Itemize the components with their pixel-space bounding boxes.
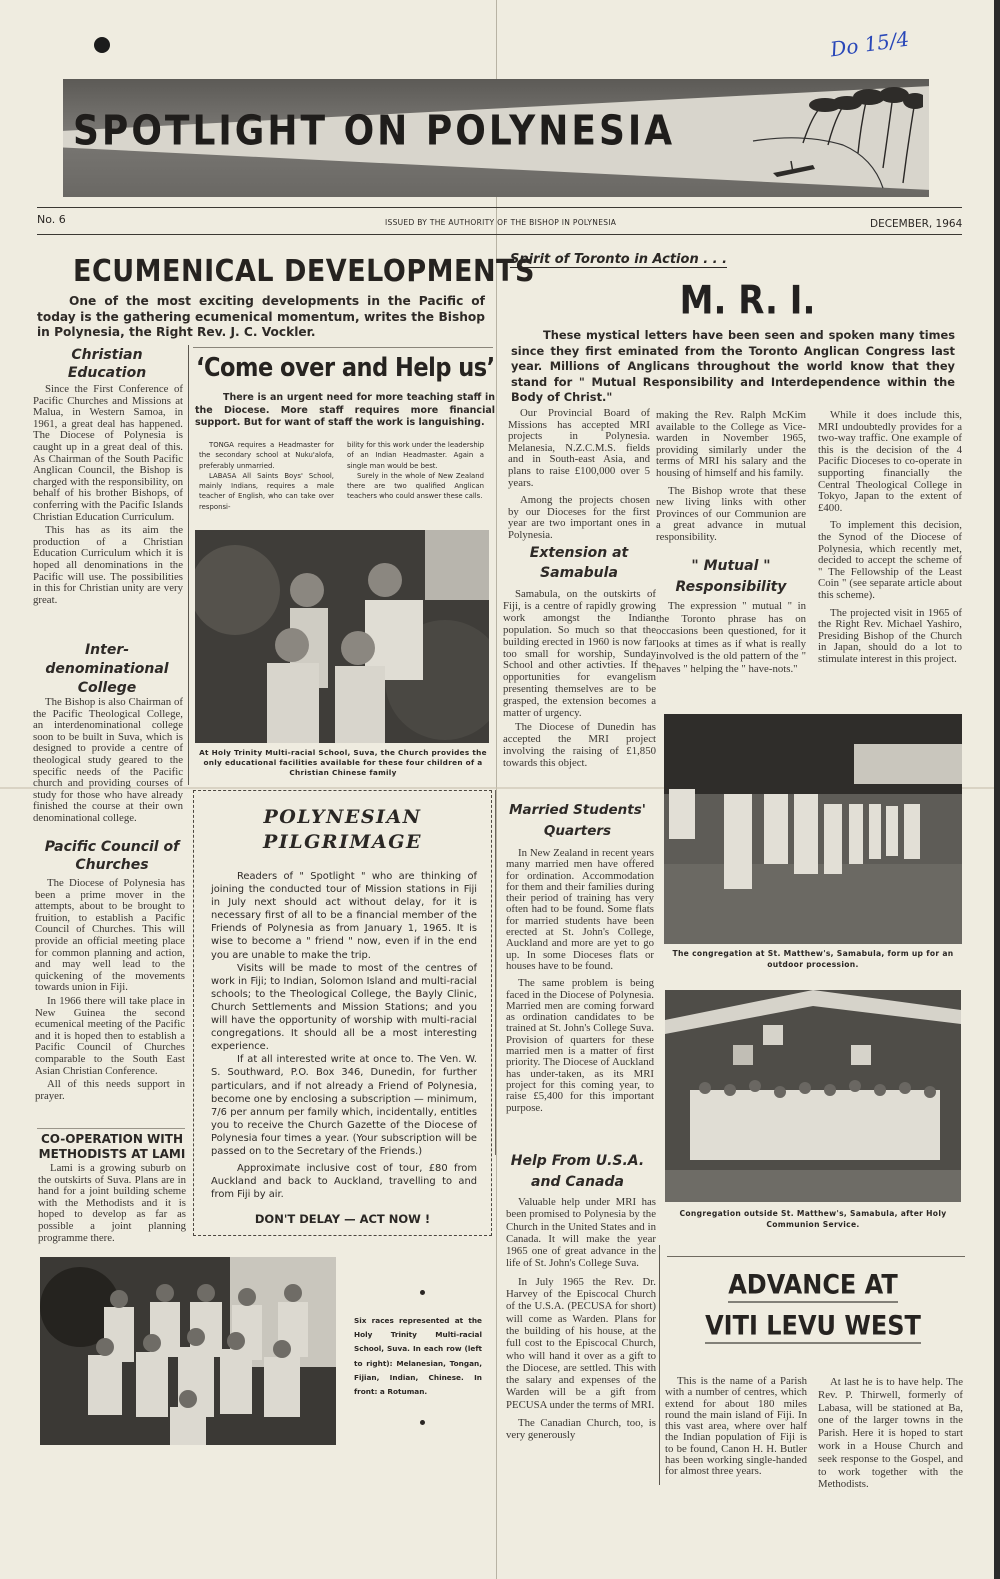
photo-students-group-icon — [40, 1257, 336, 1445]
come-over-lede: There is an urgent need for more teaching staff in the Diocese. More staff requires more financial support. But for want of staff the work is languishing. — [195, 392, 495, 428]
pacific-council-body: The Diocese of Polynesia has been a prime mover in the attempts, about to be brought to fruition, to establish a Pacific Council of Churches. This will provide an official meeting place for common planning and action, and may well lead to the quickening of the movements towards union in Fiji. In 1966 there will take place in New Guinea the second ecumenical meeting of the Pacific and it is hoped then to establish a Pacific Council of Churches comparable to the South East Asian Christian Conference. All of this needs support in prayer. — [35, 877, 185, 1102]
married-students-body: In New Zealand in recent years many married men have offered for ordination. Accommodation for them and their families during their period of training has very often had to be found. Some flats for married students have been erected at St. John's College, Auckland and more are yet to go up. In some Dioceses flats or houses have to be found. The same problem is being faced in the Diocese of Polynesia. Married men are coming forward as ordination candidates to be trained at St. John's College Suva. Provision of quarters for these married men is a matter of first priority. The Diocese of Auckland has under-taken, as its MRI project for this coming year, to raise £5,400 for this important purpose. — [506, 847, 654, 1114]
six-races-caption: Six races represented at the Holy Trinity Multi-racial School, Suva. In each row (left to right): Melanesian, Tongan, Fijian, Indian, Chinese. In front: a Rotuman. — [354, 1316, 482, 1397]
pacific-council-heading: Pacific Council of Churches — [44, 839, 180, 873]
issue-number: No. 6 — [37, 213, 66, 226]
lami-body: Lami is a growing suburb on the outskirts of Suva. Plans are in hand for a joint building scheme with the Methodists and it is hoped to develop as far as possible a joint planning programme there. — [38, 1162, 186, 1244]
column-rule — [188, 345, 189, 785]
pilgrimage-body: Readers of " Spotlight " who are thinking of joining the conducted tour of Mission stations in Fiji in July next should act without delay, for it is necessary first of all to be a financial member of the Friends of Polynesia as from January 1, 1965. It is wise to become a " friend " now, even if in the end you are unable to make the trip. Visits will be made to most of the centres of work in Fiji; to Indian, Solomon Island and multi-racial schools; to the Theological College, the Bayly Clinic, Church Settlements and Mission Stations; and you will have the opportunity of worship with multi-racial congregations. It should all be a most interesting experience. If at all interested write at once to. The Ven. W. S. Southward, P.O. Box 346, Dunedin, for further particulars, and if not already a Friend of Polynesia, become one by enclosing a subscription — minimum, 7/6 per annum per family which, incidentally, entitles you to receive the Church Gazette of the Diocese of Polynesia four times a year. (Your subscription will be passed on to the Secretary of the Friends.) Approximate inclusive cost of tour, £80 from Auckland and back to Auckland, travelling to and from Fiji by air. — [211, 871, 477, 1201]
issue-date: DECEMBER, 1964 — [870, 218, 963, 230]
pilgrimage-headline: POLYNESIAN PILGRIMAGE — [263, 806, 422, 853]
palm-beach-illustration-icon — [743, 83, 923, 193]
christian-education-body: Since the First Conference of Pacific Churches and Missions at Malua, in Western Samoa, in 1961, a great deal has happened. The Diocese of Polynesia is caught up in a great deal of this. As Chairman of the South Pacific Anglican Council, the Bishop is charged with the responsibility, on behalf of his brother Bishops, of conferring with the Pacific Islands Christian Education Curriculum. This has as its aim the production of a Christian Education Curriculum which it is hoped all denominations in the Pacific will use. The possibilities in this for Christian unity are very great. — [33, 383, 183, 606]
section-divider — [37, 1128, 185, 1129]
bullet-ornament — [420, 1290, 425, 1295]
fold-crease-vertical — [496, 0, 497, 1579]
masthead-rule-bottom — [37, 234, 962, 235]
photo-procession-line-icon — [664, 714, 962, 944]
photo-procession-caption: The congregation at St. Matthew's, Samabula, form up for an outdoor procession. — [672, 949, 954, 969]
photo-chinese-family-children — [195, 530, 489, 743]
mri-col3: While it does include this, MRI undoubtedly provides for a two-way traffic. One example of this is the decision of the 4 Pacific Dioceses to co-operate in supporting financially the Central Theological College in Tokyo, Japan to the extent of £400. To implement this decision, the Synod of the Diocese of Polynesia, which recently met, decided to accept the scheme of " The Fellowship of the Least Coin " (see separate article about this scheme). The projected visit in 1965 of the Right Rev. Michael Yashiro, Presiding Bishop of the Church in Japan, should do a lot to stimulate interest in this project. — [818, 409, 962, 665]
mri-col2: making the Rev. Ralph McKim available to the College as Vice-warden in November 1965, providing similarly under the terms of MRI his salary and the housing of himself and his family. The Bishop wrote that these new living links with other Provinces of our Communion are a great advance in mutual responsibility. — [656, 409, 806, 543]
masthead-rule-top — [37, 207, 962, 208]
help-usa-canada-body: Valuable help under MRI has been promised to Polynesia by the Church in the United States and in Canada. It will make the year 1965 one of great advance in the life of St. John's College Suva. In July 1965 the Rev. Dr. Harvey of the Episcocal Church of the U.S.A. (PECUSA for short) will come as Warden. Plans for the building of his house, at the full cost to the Episcocal Church, who will hand it over as a gift to the Diocese, are settled. This with the salary and expenses of the Warden will be a gift from PECUSA under the terms of MRI. The Canadian Church, too, is very generously — [506, 1196, 656, 1442]
extension-samabula-body: Samabula, on the outskirts of Fiji, is a centre of rapidly growing work amongst the Indian population. So much so that the building erected in 1960 is now far too small for worship, Sunday School and other activties. If the opportunities for evangelism presenting themselves are to be grasped, the extension becomes a matter of urgency. The Diocese of Dunedin has accepted the MRI project involving the raising of £1,850 towards this object. — [503, 588, 656, 769]
photo-congregation — [665, 990, 961, 1202]
ecumenical-headline: ECUMENICAL DEVELOPMENTS — [73, 254, 535, 289]
mutual-responsibility-body: The expression " mutual " in the Toronto phrase has on occasions been questioned, for it looks at times as if what is really involved is the old pattern of the " haves " helping the " have-nots." — [656, 600, 806, 675]
mri-lede: These mystical letters have been seen and spoken many times since they first eminated from the Toronto Anglican Congress last year. Millions of Anglicans throughout the world know that they stand for " Mutual Responsibility and Interdependence within the Body of Christ." — [511, 328, 955, 404]
photo-six-races-students — [40, 1257, 336, 1445]
mutual-responsibility-heading: " Mutual " Responsibility — [675, 558, 787, 595]
issued-by-line: ISSUED BY THE AUTHORITY OF THE BISHOP IN POLYNESIA — [385, 218, 617, 227]
photo-procession — [664, 714, 962, 944]
mri-col1: Our Provincial Board of Missions has accepted MRI projects in Polynesia. Melanesia, N.Z.C.M.S. fields and in South-east Asia, and plans to raise £100,000 over 5 years. Among the projects chosen by our Dioceses for the first year are two important ones in Polynesia. — [508, 407, 650, 541]
photo-congregation-caption: Congregation outside St. Matthew's, Samabula, after Holy Communion Service. — [679, 1209, 947, 1229]
interdenominational-heading: Inter-denominational College — [45, 642, 169, 696]
ecumenical-lede: One of the most exciting developments in the Pacific of today is the gathering ecumenical momentum, writes the Bishop in Polynesia, the Right Rev. J. C. Vockler. — [37, 294, 485, 339]
interdenominational-body: The Bishop is also Chairman of the Pacific Theological College, an interdenominational college soon to be built in Suva, which is designed to provide a centre of theological study geared to the specific needs of the Pacific church and providing courses of study for those who have already finished the course at their own denominational college. — [33, 696, 183, 824]
masthead-title: SPOTLIGHT ON POLYNESIA — [73, 107, 676, 156]
photo-chinese-family-caption: At Holy Trinity Multi-racial School, Suva, the Church provides the only educational facilities available for these four children of a Christian Chinese family — [199, 748, 487, 777]
help-usa-canada-heading: Help From U.S.A. and Canada — [510, 1153, 645, 1190]
come-over-col2: bility for this work under the leadership of an Indian Headmaster. Again a single man would be best. Surely in the whole of New Zealand there are two qualified Anglican teachers who could answer these calls. — [347, 441, 484, 501]
come-over-headline: ‘Come over and Help us’ — [196, 353, 495, 383]
viti-levu-col1: This is the name of a Parish with a number of centres, which extend for about 180 miles round the main island of Fiji. In this vast area, where over half the Indian population of Fiji is to be found, Canon H. H. Butler has been working single-handed for almost three years. — [665, 1375, 807, 1478]
come-over-col1: TONGA requires a Headmaster for the secondary school at Nuku'alofa, preferably unmarried. LABASA All Saints Boys' School, mainly Indians, requires a male teacher of English, who can take over responsi- — [199, 441, 334, 511]
photo-children-figures-icon — [195, 530, 489, 743]
dashed-box-edge — [495, 790, 496, 1155]
masthead-banner — [63, 79, 929, 197]
viti-levu-headline: ADVANCE AT VITI LEVU WEST — [664, 1270, 962, 1342]
photo-church-congregation-icon — [665, 990, 961, 1202]
extension-samabula-heading: Extension at Samabula — [529, 545, 629, 581]
handwritten-annotation: Do 15/4 — [828, 26, 911, 62]
column-rule — [659, 1245, 660, 1485]
mri-kicker: Spirit of Toronto in Action . . . — [510, 252, 728, 267]
box-top-rule — [193, 347, 493, 348]
christian-education-heading: Christian Education — [67, 347, 147, 381]
lami-heading: CO-OPERATION WITH METHODISTS AT LAMI — [38, 1132, 186, 1161]
viti-levu-col2: At last he is to have help. The Rev. P. Thirwell, formerly of Labasa, will be stationed at Ba, one of the larger towns in the Parish. Here it is hoped to start work in a House Church and seek response to the Gospel, and to work together with the Methodists. — [818, 1376, 963, 1491]
section-divider — [667, 1256, 965, 1257]
bullet-ornament — [420, 1420, 425, 1425]
punch-hole — [94, 37, 110, 53]
mri-headline: M. R. I. — [679, 278, 816, 324]
pilgrimage-cta: DON'T DELAY — ACT NOW ! — [254, 1212, 431, 1226]
married-students-heading: Married Students' Quarters — [509, 802, 646, 839]
